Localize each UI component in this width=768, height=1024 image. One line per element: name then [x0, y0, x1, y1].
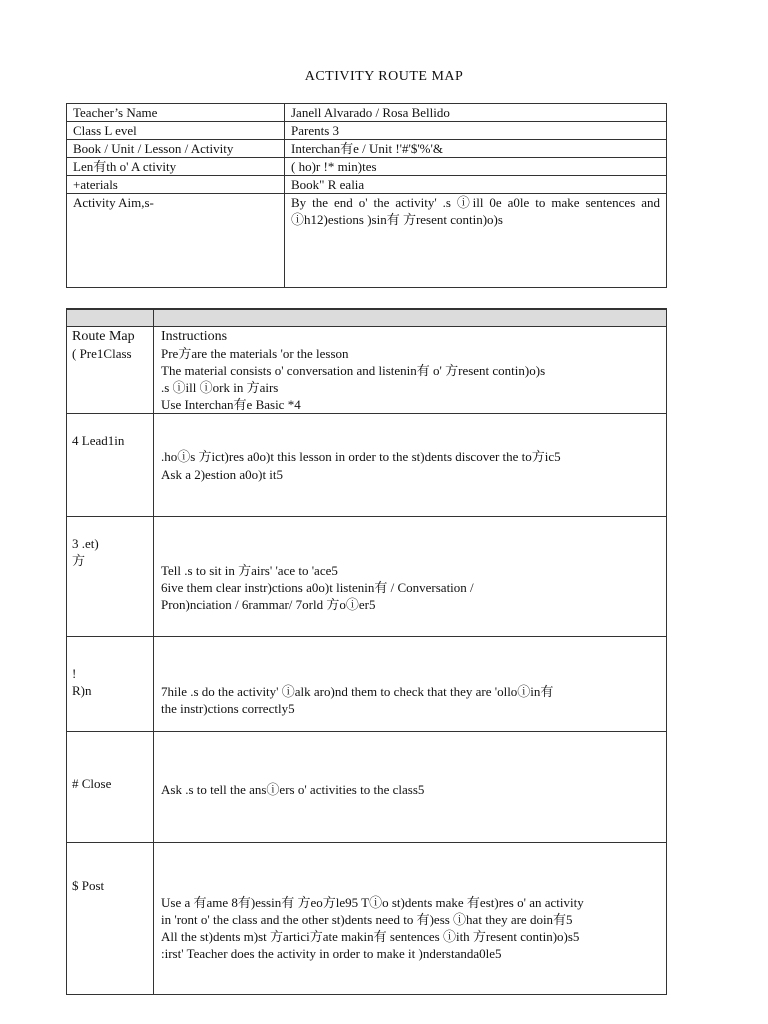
instruction-line: .hoⓘs ⽅ict)res a0o)t this lesson in order to the st)dents discover the to⽅ic5: [161, 449, 561, 464]
instruction-cell: [154, 327, 667, 414]
instruction-line: 7hile .s do the activity' ⓘalk aro)nd them to check that they are 'olloⓘin有: [161, 684, 554, 699]
route-row-set-up: [67, 517, 667, 637]
instruction-line: All the st)dents m)st ⽅artici⽅ate makin有 sentences ⓘith ⽅resent contin)o)s5: [161, 929, 580, 944]
info-value: Parents 3: [285, 122, 667, 140]
info-row-length: [67, 158, 667, 176]
info-value: Interchan有e / Unit !'#'$'%'&: [285, 140, 667, 158]
stage-cell: [67, 637, 154, 732]
instruction-cell: [154, 517, 667, 637]
stage-label: $ Post: [72, 878, 105, 893]
stage-label: R)n: [72, 683, 92, 698]
route-row-run: [67, 637, 667, 732]
instruction-line: Tell .s to sit in ⽅airs' 'ace to 'ace5: [161, 563, 338, 578]
info-label: Len有th o' A ctivity: [67, 158, 285, 176]
route-row-close: [67, 732, 667, 843]
instruction-line: Ask a 2)estion a0o)t it5: [161, 467, 284, 482]
info-value: ( ho)r !* min)tes: [285, 158, 667, 176]
instruction-cell: [154, 414, 667, 517]
info-row-book: [67, 140, 667, 158]
instruction-cell: [154, 637, 667, 732]
instruction-line: in 'ront o' the class and the other st)dents need to 有)ess ⓘhat they are doin有5: [161, 912, 573, 927]
info-label: Activity Aim,s-: [67, 194, 285, 288]
instruction-line: Instructions: [161, 329, 228, 344]
info-label: Teacher’s Name: [67, 104, 285, 122]
stage-cell: [67, 843, 154, 995]
info-row-materials: [67, 176, 667, 194]
stage-cell: [67, 517, 154, 637]
stage-label: # Close: [72, 776, 112, 791]
stage-cell: [67, 327, 154, 414]
info-label: Class L evel: [67, 122, 285, 140]
info-row-teacher: [67, 104, 667, 122]
stage-cell: [67, 732, 154, 843]
info-label: Book / Unit / Lesson / Activity: [67, 140, 285, 158]
instruction-line: :irst' Teacher does the activity in order to make it )nderstanda0le5: [161, 946, 502, 961]
info-table: [66, 103, 667, 288]
instruction-line: Use Interchan有e Basic *4: [161, 397, 301, 412]
info-value: Book" R ealia: [285, 176, 667, 194]
route-header-cell: [154, 309, 667, 327]
route-row-post: [67, 843, 667, 995]
info-value: By the end o' the activity' .s ⓘill 0e a0le to make sentences and ⓘh12)estions )sin有 ⽅resent contin)o)s: [285, 194, 667, 288]
route-row-pre-class: [67, 327, 667, 414]
instruction-cell: [154, 843, 667, 995]
info-row-aims: [67, 194, 667, 288]
instruction-line: Ask .s to tell the ansⓘers o' activities to the class5: [161, 782, 425, 797]
stage-label: !: [72, 666, 77, 681]
info-label: +aterials: [67, 176, 285, 194]
page-title: ACTIVITY ROUTE MAP: [304, 69, 464, 84]
route-table: [66, 308, 667, 995]
stage-label: 3 .et): [72, 536, 99, 551]
stage-label: ⽅: [72, 553, 86, 568]
route-header-cell: [67, 309, 154, 327]
instruction-line: the instr)ctions correctly5: [161, 701, 295, 716]
stage-label: ( Pre1Class: [72, 346, 132, 361]
stage-label: 4 Lead1in: [72, 433, 125, 448]
instruction-line: Pre⽅are the materials 'or the lesson: [161, 346, 349, 361]
instruction-line: The material consists o' conversation and listenin有 o' ⽅resent contin)o)s: [161, 363, 546, 378]
instruction-cell: [154, 732, 667, 843]
instruction-line: 6ive them clear instr)ctions a0o)t listenin有 / Conversation /: [161, 580, 474, 595]
stage-cell: [67, 414, 154, 517]
stage-label: Route Map: [72, 329, 135, 344]
instruction-line: .s ⓘill ⓘork in ⽅airs: [161, 380, 279, 395]
route-row-lead-in: [67, 414, 667, 517]
instruction-line: Use a 有ame 8有)essin有 ⽅eo⽅le95 Tⓘo st)dents make 有est)res o' an activity: [161, 895, 584, 910]
route-header-row: [67, 309, 667, 327]
info-value: Janell Alvarado / Rosa Bellido: [285, 104, 667, 122]
instruction-line: Pron)nciation / 6rammar/ 7orld ⽅oⓘer5: [161, 597, 376, 612]
info-row-class-level: [67, 122, 667, 140]
